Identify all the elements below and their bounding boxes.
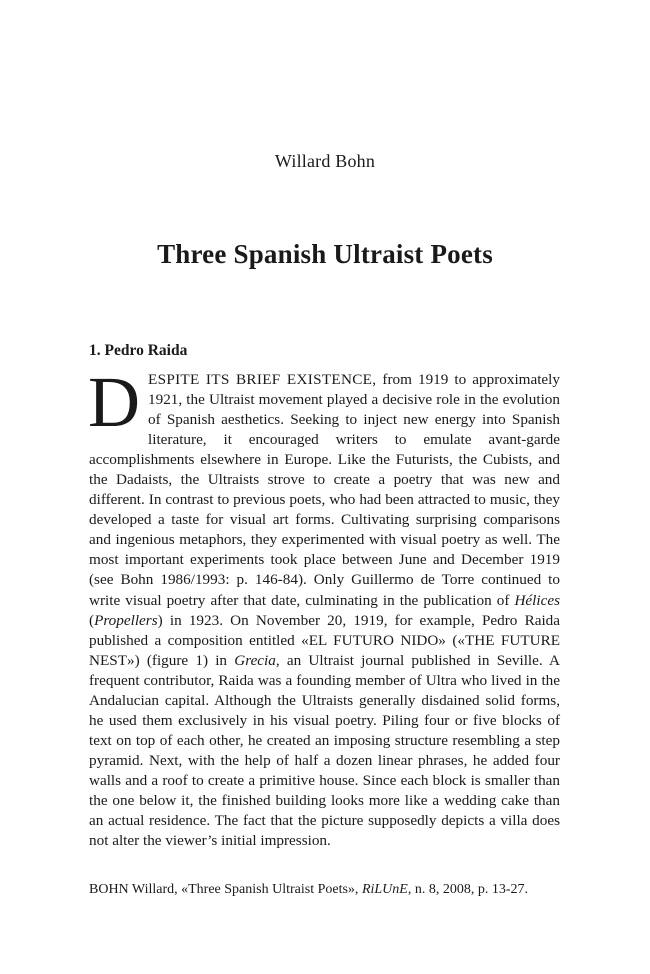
citation-prefix: BOHN Willard, «Three Spanish Ultraist Poets»,	[89, 882, 362, 897]
italic-title-propellers: Propellers	[94, 611, 158, 629]
citation-journal: RiLUnE	[361, 882, 408, 897]
section-heading: 1. Pedro Raida	[89, 342, 188, 359]
citation-suffix: , n. 8, 2008, p. 13-27.	[407, 882, 528, 897]
author-name: Willard Bohn	[274, 151, 376, 171]
paragraph-text-3: ) in 1923. On November 20, 1919, for example, Pedro Raida published a composition entitled «EL FUTURO NIDO» («THE FUTURE NEST») (figure 1) in	[89, 611, 560, 669]
paragraph-text-1: from 1919 to approximately 1921, the Ultraist movement played a decisive role in the evolution of Spanish aesthetics. Seeking to inject new energy into Spanish literature, it encouraged writers to emulate avant-garde accomplishments elsewhere in Europe. Like the Futurists, the Cubists, and the Dadaists, the Ultraists strove to create a poetry that was new and different. In contrast to previous poets, who had been attracted to music, they developed a taste for visual art forms. Cultivating surprising comparisons and ingenious metaphors, they experimented with visual poetry as well. The most important experiments took place between June and December 1919 (see Bohn 1986/1993: p. 146-84). Only Guillermo de Torre continued to write visual poetry after that date, culminating in the publication of	[89, 371, 560, 609]
paragraph-text-4: , an Ultraist journal published in Seville. A frequent contributor, Raida was a founding member of Ultra who lived in the Andalucian capital. Although the Ultraists generally disdained solid forms, he used them exclusively in his visual poetry. Piling four or five blocks of text on top of each other, he created an imposing structure resembling a step pyramid. Next, with the help of half a dozen linear phrases, he added four walls and a roof to create a primitive house. Since each block is smaller than the one below it, the finished building looks more like a wedding cake than an actual residence. The fact that the picture supposedly depicts a villa does not alter the viewer’s initial impression.	[89, 651, 561, 850]
italic-journal-grecia: Grecia	[234, 651, 276, 669]
opening-smallcaps: ESPITE ITS BRIEF EXISTENCE,	[148, 371, 377, 388]
body-paragraph	[88, 362, 561, 851]
drop-cap: D	[88, 362, 140, 442]
italic-title-helices: Hélices	[514, 591, 560, 609]
paragraph-text-2: (	[89, 611, 95, 629]
citation-footer	[89, 882, 528, 898]
article-title: Three Spanish Ultraist Poets	[157, 239, 493, 269]
